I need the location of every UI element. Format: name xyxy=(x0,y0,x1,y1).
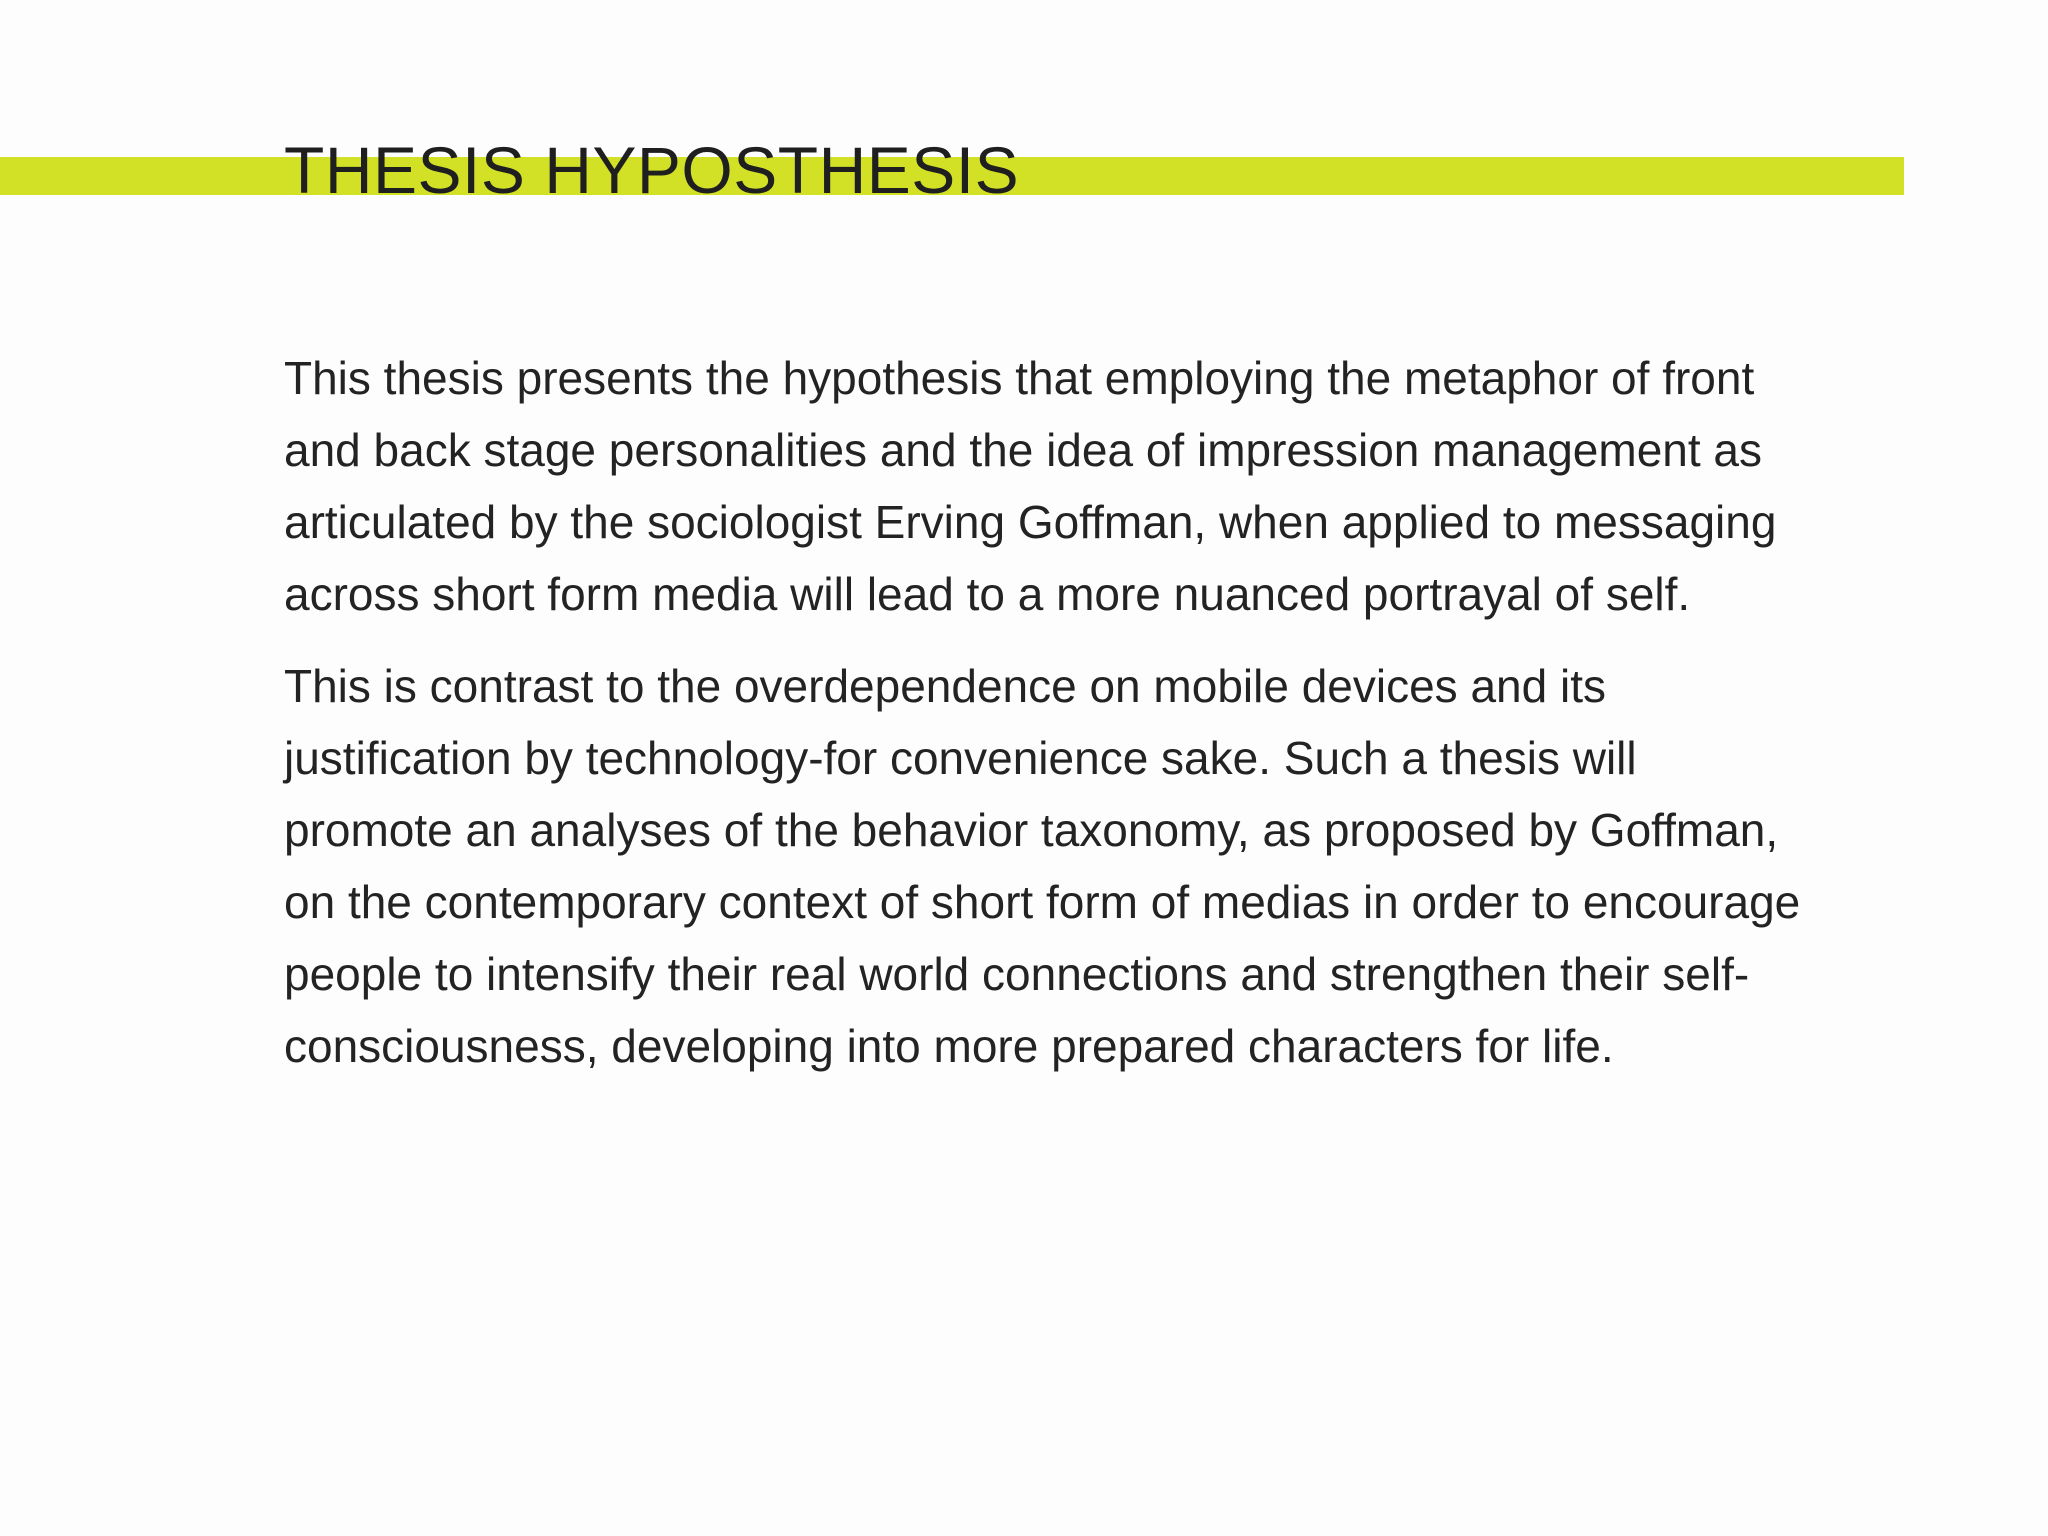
body-text xyxy=(284,342,1804,1082)
paragraph-contrast: This is contrast to the overdependence on mobile devices and its justification by technology-for convenience sake. Such a thesis will promote an analyses of the behavior taxonomy, as proposed by Goffman, on the contemporary context of short form of medias in order to encourage people to intensify their real world connections and strengthen their self-consciousness, developing into more prepared characters for life. xyxy=(284,660,1801,1072)
paragraph-hypothesis: This thesis presents the hypothesis that employing the metaphor of front and back stage personalities and the idea of impression management as articulated by the sociologist Erving Goffman, when applied to messaging across short form media will lead to a more nuanced portrayal of self. xyxy=(284,352,1777,620)
slide-title: THESIS HYPOSTHESIS xyxy=(284,133,1020,207)
